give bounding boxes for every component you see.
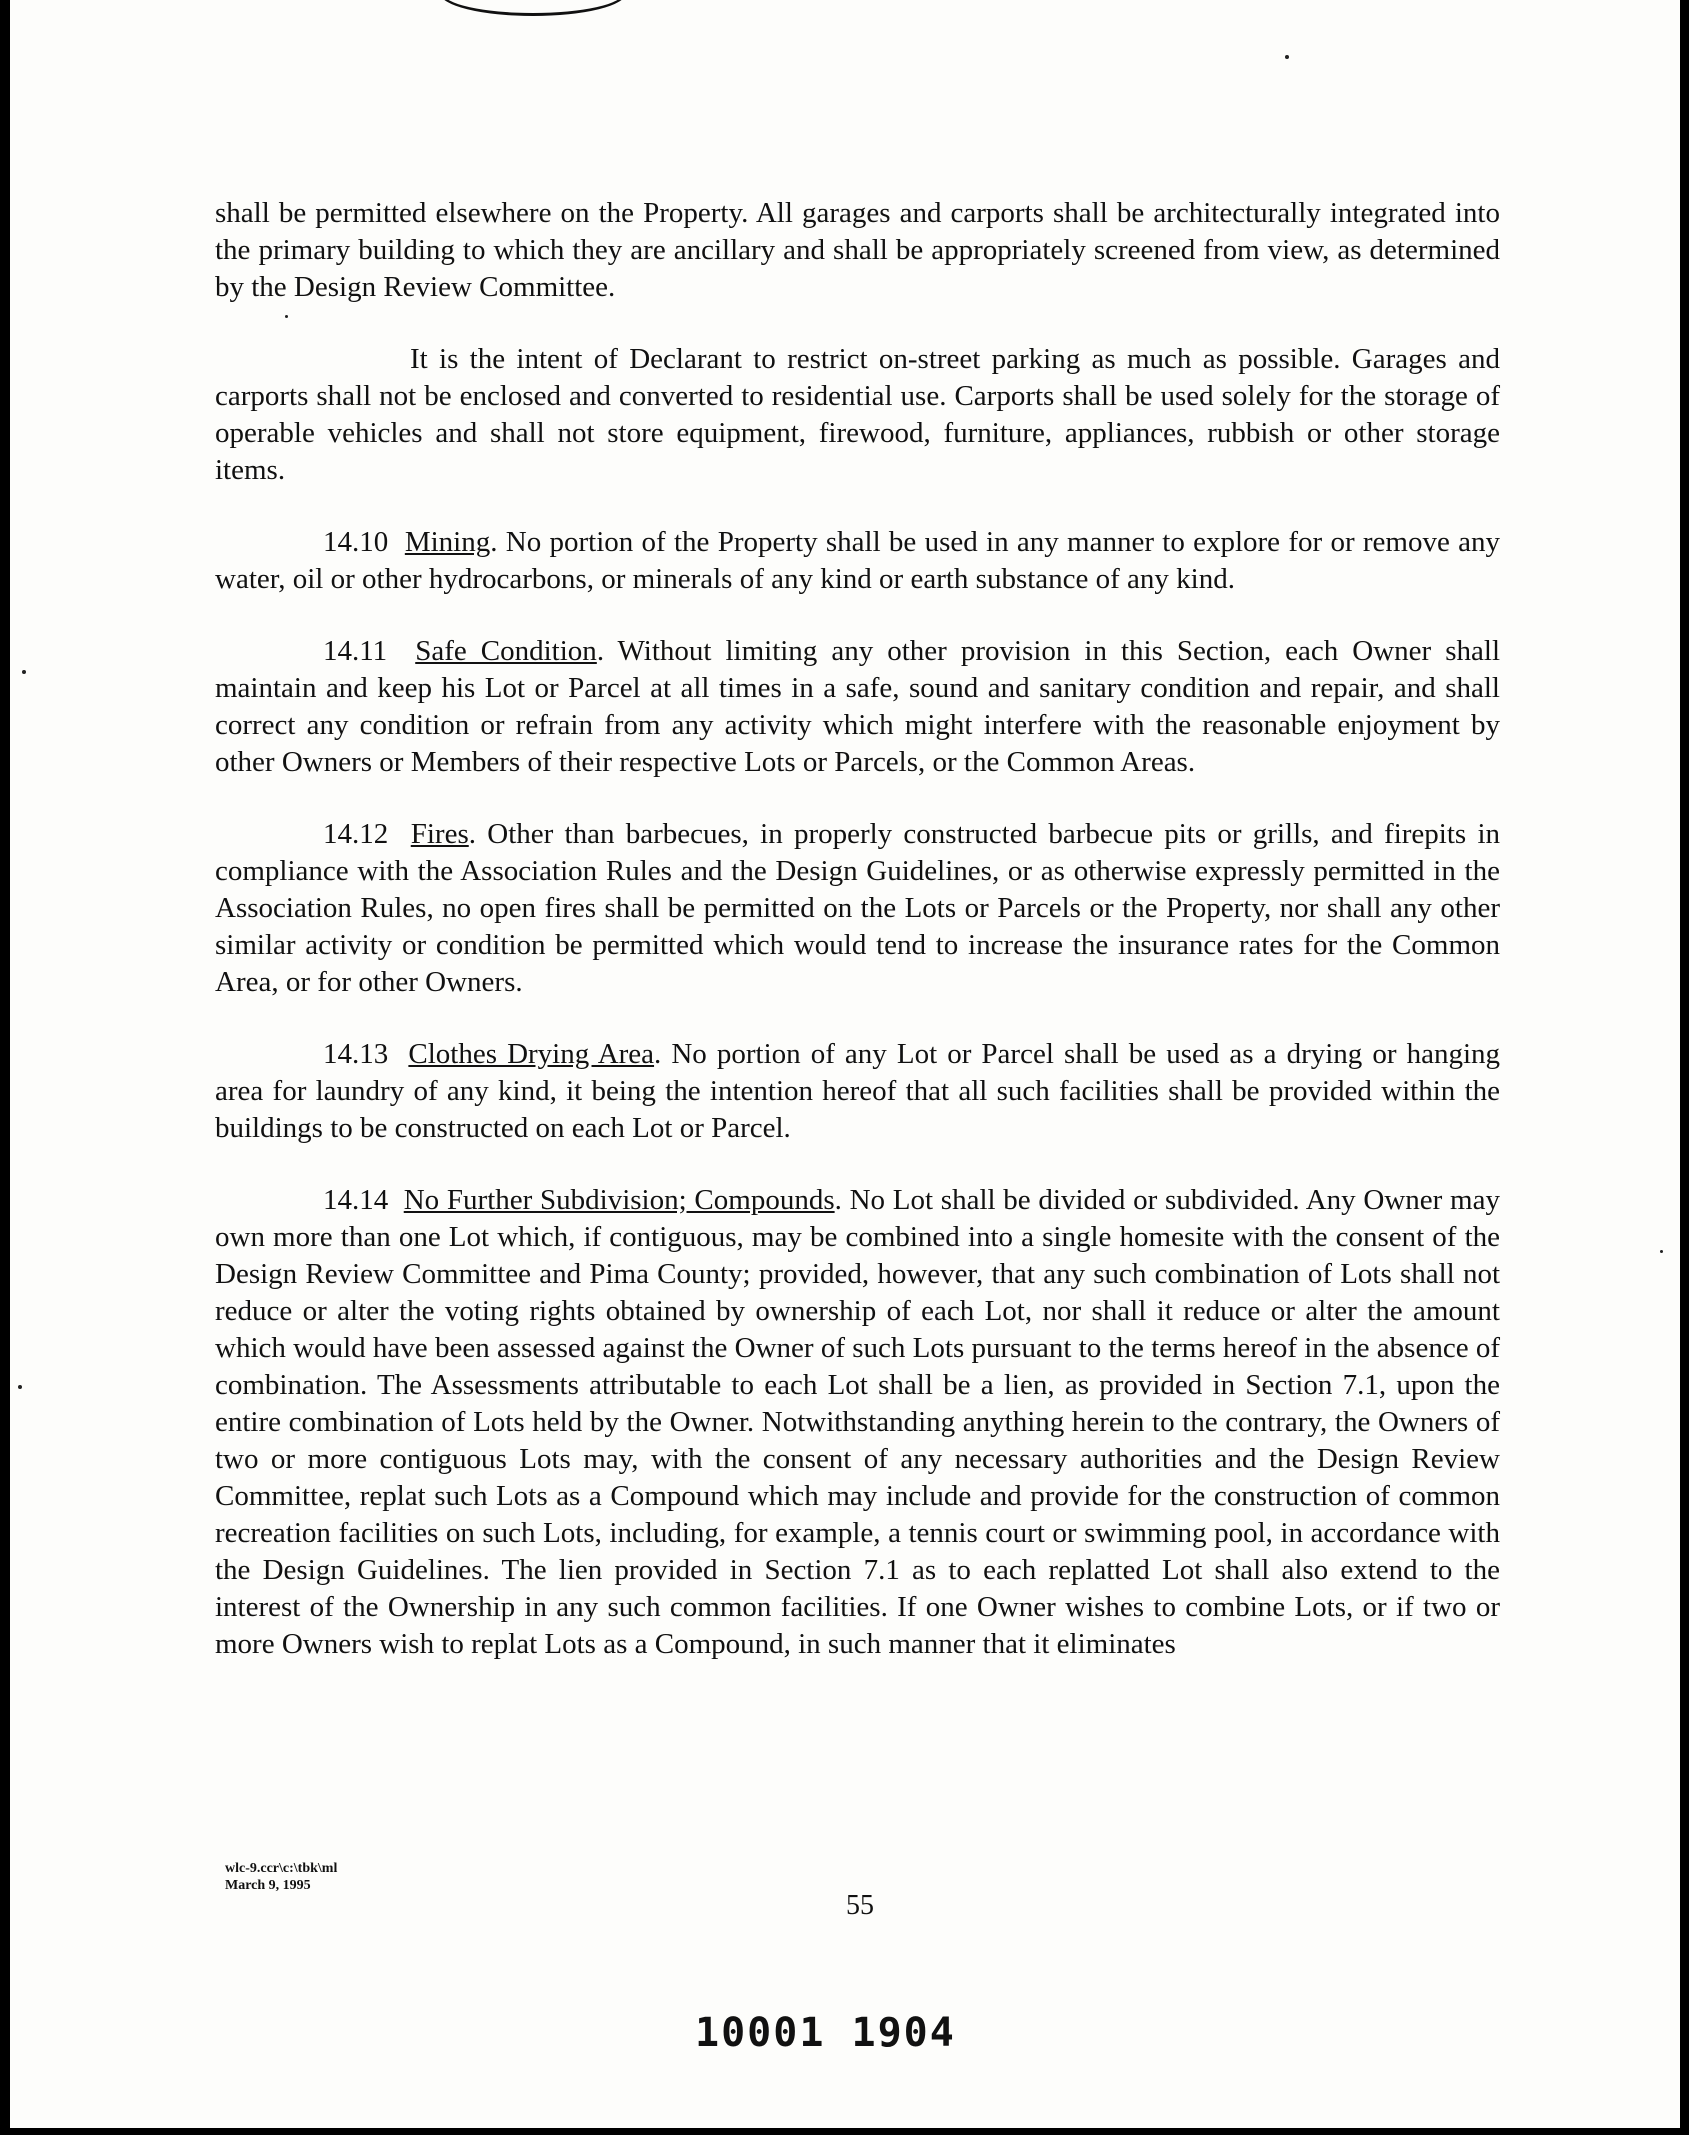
scan-speck — [1285, 55, 1289, 59]
scan-speck — [285, 315, 288, 318]
section-heading: Safe Condition — [415, 635, 597, 667]
paragraph-text: It is the intent of Declarant to restrict on-street parking as much as possible. Garages and carports shall not be enclosed and converted to residential use. Carports shall be used solely for the storage of operable vehicles and shall not store equipment, firewood, furniture, appliances, rubbish or other storage items. — [215, 343, 1500, 486]
section-heading: Fires — [410, 818, 469, 850]
document-body — [215, 195, 1500, 1698]
paragraph-text: shall be permitted elsewhere on the Property. All garages and carports shall be architecturally integrated into the primary building to which they are ancillary and shall be appropriately screened from view, as determined by the Design Review Committee. — [215, 197, 1500, 303]
scan-speck — [18, 1385, 22, 1389]
section-14-12 — [215, 816, 1500, 1001]
section-text: . Without limiting any other provision in this Section, each Owner shall maintain and keep his Lot or Parcel at all times in a safe, sound and sanitary condition and repair, and shall correct any condition or refrain from any activity which might interfere with the reasonable enjoyment by other Owners or Members of their respective Lots or Parcels, or the Common Areas. — [215, 635, 1501, 778]
file-reference: wlc-9.ccr\c:\tbk\ml — [225, 1861, 338, 1876]
section-heading: Mining — [404, 526, 491, 558]
section-text: . No Lot shall be divided or subdivided. Any Owner may own more than one Lot which, if contiguous, may be combined into a single homesite with the consent of the Design Review Committee and Pima County; provided, however, that any such combination of Lots shall not reduce or alter the voting rights obtained by ownership of each Lot, nor shall it reduce or alter the amount which would have been assessed against the Owner of such Lots pursuant to the terms hereof in the absence of combination. The Assessments attributable to each Lot shall be a lien, as provided in Section 7.1, upon the entire combination of Lots held by the Owner. Notwithstanding anything herein to the contrary, the Owners of two or more contiguous Lots may, with the consent of any necessary authorities and the Design Review Committee, replat such Lots as a Compound which may include and provide for the construction of common recreation facilities on such Lots, including, for example, a tennis court or swimming pool, in accordance with the Design Guidelines. The lien provided in Section 7.1 as to each replatted Lot shall also extend to the interest of the Ownership in any such common facilities. If one Owner wishes to combine Lots, or if two or more Owners wish to replat Lots as a Compound, in such manner that it eliminates — [215, 1184, 1500, 1660]
paragraph-parking — [215, 341, 1500, 489]
document-page — [10, 0, 1680, 2128]
section-heading: Clothes Drying Area — [408, 1038, 655, 1070]
paragraph-continuation — [215, 195, 1500, 306]
section-text: . No portion of the Property shall be used in any manner to explore for or remove any water, oil or other hydrocarbons, or minerals of any kind or earth substance of any kind. — [215, 526, 1500, 595]
section-number: 14.12 — [323, 818, 389, 850]
section-text: . No portion of any Lot or Parcel shall be used as a drying or hanging area for laundry of any kind, it being the intention hereof that all such facilities shall be provided within the buildings to be constructed on each Lot or Parcel. — [215, 1038, 1501, 1144]
section-text: . Other than barbecues, in properly constructed barbecue pits or grills, and firepits in compliance with the Association Rules and the Design Guidelines, or as otherwise expressly permitted in the Association Rules, no open fires shall be permitted on the Lots or Parcels or the Property, nor shall any other similar activity or condition be permitted which would tend to increase the insurance rates for the Common Area, or for other Owners. — [215, 818, 1500, 998]
section-14-13 — [215, 1036, 1500, 1147]
section-14-10 — [215, 524, 1500, 598]
section-number: 14.13 — [323, 1038, 389, 1070]
section-14-11 — [215, 633, 1500, 781]
section-14-14 — [215, 1182, 1500, 1663]
punch-hole-mark — [440, 0, 626, 16]
footer-reference — [225, 1860, 337, 1894]
scan-speck — [1660, 1250, 1663, 1253]
section-number: 14.10 — [323, 526, 389, 558]
scan-speck — [22, 670, 26, 674]
footer-date: March 9, 1995 — [225, 1878, 311, 1893]
page-number: 55 — [846, 1890, 874, 1921]
docket-stamp: 10001 1904 — [695, 2010, 956, 2056]
section-number: 14.14 — [323, 1184, 389, 1216]
section-heading: No Further Subdivision; Compounds — [403, 1184, 835, 1216]
section-number: 14.11 — [323, 635, 388, 667]
